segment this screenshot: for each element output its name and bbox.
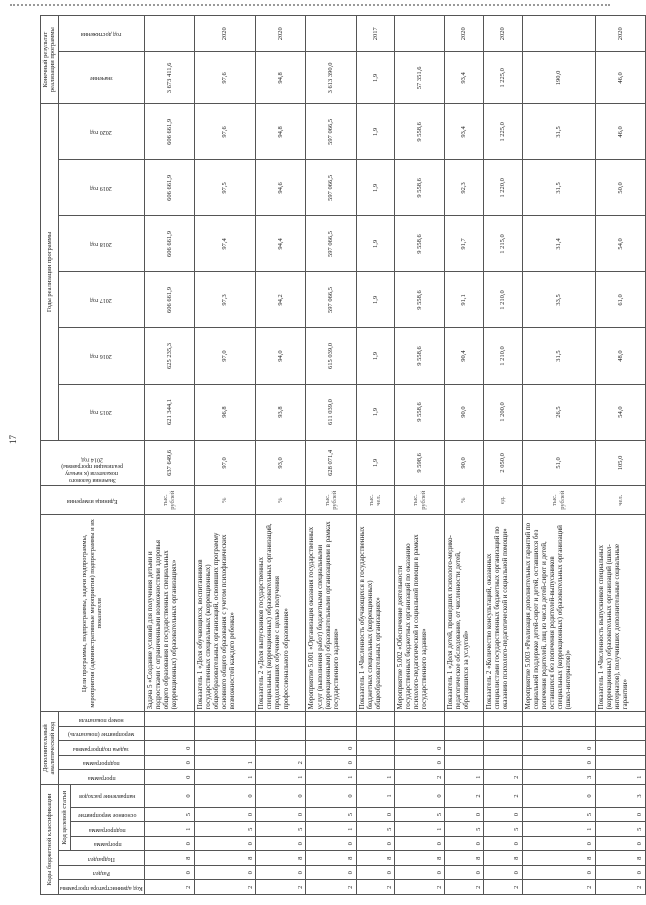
header-d5: номер показателя	[58, 712, 144, 727]
row-v2015: 621 344,1	[144, 384, 194, 440]
row-v2020: 9 558,6	[395, 104, 445, 160]
code-cell: 8	[256, 851, 306, 866]
code-cell: 1	[194, 755, 256, 770]
code-cell	[356, 712, 395, 727]
code-cell: 5	[483, 822, 522, 837]
row-unit: тыс. рублей	[306, 486, 356, 515]
code-cell: 5	[445, 822, 484, 837]
row-v2015: 96,8	[194, 384, 256, 440]
code-cell: 0	[194, 807, 256, 822]
row-v2017: 97,3	[194, 272, 256, 328]
row-v2016: 1 210,0	[483, 328, 522, 384]
table-row	[483, 16, 522, 895]
code-cell: 0	[144, 755, 194, 770]
row-v2018: 1,9	[356, 216, 395, 272]
header-main-event: основное мероприятие	[71, 807, 144, 822]
header-row-1	[41, 16, 59, 895]
code-cell: 0	[595, 836, 645, 851]
row-v2016: 31,5	[522, 328, 595, 384]
row-v2015: 54,0	[595, 384, 645, 440]
header-base: Значения базового показателя (к началу реализации программы) 2014 год	[41, 440, 145, 486]
row-v2016: 625 235,3	[144, 328, 194, 384]
row-v2016: 1,9	[356, 328, 395, 384]
code-cell: 2	[395, 770, 445, 785]
header-budget-code: Коды бюджетной классификации	[41, 785, 59, 895]
code-cell: 1	[256, 770, 306, 785]
code-cell: 0	[256, 865, 306, 880]
row-v2020: 606 661,9	[144, 104, 194, 160]
row-v2015: 9 558,6	[395, 384, 445, 440]
code-cell: 2	[483, 880, 522, 895]
row-unit: чел.	[595, 486, 645, 515]
code-cell	[595, 741, 645, 756]
row-v2016: 97,0	[194, 328, 256, 384]
code-cell: 1	[595, 770, 645, 785]
code-cell: 0	[306, 865, 356, 880]
code-cell	[483, 726, 522, 741]
code-cell	[256, 741, 306, 756]
row-base: 97,0	[194, 440, 256, 486]
code-cell: 8	[595, 851, 645, 866]
row-v2017: 33,5	[522, 272, 595, 328]
code-cell: 2	[595, 880, 645, 895]
code-cell: 2	[483, 770, 522, 785]
code-cell: 0	[306, 741, 356, 756]
row-name: Задача 5 «Создание условий для получения детьми и подростками с ограниченными возможностями здоровья общего образования в государственных специальных (коррекционных) образовательных организациях»	[144, 515, 194, 712]
header-section: Раздел	[58, 865, 144, 880]
row-base: 51,0	[522, 440, 595, 486]
code-cell: 0	[395, 836, 445, 851]
header-d1: программа	[58, 770, 144, 785]
code-cell: 0	[483, 807, 522, 822]
row-v2015: 1,9	[356, 384, 395, 440]
row-v2020: 93,4	[445, 104, 484, 160]
code-cell: 1	[356, 770, 395, 785]
code-cell: 0	[144, 865, 194, 880]
row-v2017: 597 066,5	[306, 272, 356, 328]
code-cell: 0	[522, 741, 595, 756]
row-final: 1,9	[356, 52, 395, 104]
header-d2: подпрограмма	[58, 755, 144, 770]
code-cell	[356, 755, 395, 770]
row-v2020: 94,8	[256, 104, 306, 160]
row-unit: тыс. рублей	[522, 486, 595, 515]
code-cell: 8	[356, 851, 395, 866]
top-dotted-line	[10, 4, 610, 8]
code-cell: 0	[306, 836, 356, 851]
code-cell: 2	[356, 880, 395, 895]
header-subprogram: подпрограмма	[71, 822, 144, 837]
code-cell: 8	[395, 851, 445, 866]
code-cell	[395, 712, 445, 727]
code-cell: 5	[194, 822, 256, 837]
row-name: Мероприятие 5.002 «Обеспечение деятельности государственных бюджетных организаций по оказанию психолого-педагогической и социальной помощи в рамках государственного задания»	[395, 515, 445, 712]
code-cell: 0	[395, 755, 445, 770]
row-v2018: 31,4	[522, 216, 595, 272]
row-name: Мероприятие 5.003 «Реализация дополнительных гарантий по социальной поддержке детей-сирот и детей, оставшихся без попечения родителей, лиц из числа детей-сирот и детей, оставшихся без попечения родителей-выпускников специальных (коррекционных) образовательных организаций (школ-интернатов)»	[522, 515, 595, 712]
code-cell: 0	[144, 770, 194, 785]
row-year: 2020	[194, 16, 256, 52]
row-v2015: 611 039,0	[306, 384, 356, 440]
code-cell: 1	[306, 822, 356, 837]
row-v2016: 94,0	[256, 328, 306, 384]
row-unit: тыс. рублей	[395, 486, 445, 515]
page-number: 17	[8, 435, 18, 444]
code-cell: 2	[483, 785, 522, 808]
table-row	[144, 16, 194, 895]
code-cell: 0	[144, 785, 194, 808]
code-cell: 5	[395, 807, 445, 822]
row-v2016: 9 558,6	[395, 328, 445, 384]
header-2018: 2018 год	[58, 216, 144, 272]
row-v2017: 91,1	[445, 272, 484, 328]
code-cell	[194, 712, 256, 727]
code-cell: 0	[522, 836, 595, 851]
row-base: 1,9	[356, 440, 395, 486]
row-v2018: 54,0	[595, 216, 645, 272]
code-cell	[356, 726, 395, 741]
code-cell: 0	[356, 836, 395, 851]
row-v2018: 1 215,0	[483, 216, 522, 272]
row-year	[306, 16, 356, 52]
code-cell: 0	[483, 836, 522, 851]
row-v2020: 31,5	[522, 104, 595, 160]
code-cell: 0	[595, 865, 645, 880]
code-cell: 2	[256, 880, 306, 895]
row-v2017: 606 661,9	[144, 272, 194, 328]
code-cell: 0	[194, 865, 256, 880]
row-final: 3 613 390,0	[306, 52, 356, 104]
table-row	[256, 16, 306, 895]
row-unit: тыс. рублей	[144, 486, 194, 515]
row-base: 9 598,6	[395, 440, 445, 486]
code-cell	[256, 712, 306, 727]
row-v2018: 9 558,6	[395, 216, 445, 272]
code-cell: 0	[595, 807, 645, 822]
code-cell: 0	[144, 836, 194, 851]
code-cell	[522, 726, 595, 741]
code-cell: 5	[356, 822, 395, 837]
row-final: 93,4	[445, 52, 484, 104]
code-cell: 0	[306, 755, 356, 770]
code-cell: 2	[256, 755, 306, 770]
code-cell: 0	[356, 807, 395, 822]
row-final: 97,6	[194, 52, 256, 104]
row-v2016: 48,0	[595, 328, 645, 384]
table-row	[445, 16, 484, 895]
code-cell: 2	[395, 880, 445, 895]
row-v2017: 61,0	[595, 272, 645, 328]
row-final: 1 225,0	[483, 52, 522, 104]
code-cell: 0	[194, 836, 256, 851]
row-v2019: 31,5	[522, 160, 595, 216]
code-cell	[306, 712, 356, 727]
code-cell: 8	[483, 851, 522, 866]
code-cell: 0	[256, 836, 306, 851]
row-year	[522, 16, 595, 52]
row-name: Показатель 1 «Доля детей, прошедших психолого-медико-педагогическое обследование, от численности детей, обратившихся за услугой»	[445, 515, 484, 712]
row-year: 2020	[483, 16, 522, 52]
code-cell: 8	[306, 851, 356, 866]
row-v2017: 94,2	[256, 272, 306, 328]
row-v2019: 92,3	[445, 160, 484, 216]
code-cell: 0	[144, 741, 194, 756]
row-base: 93,0	[256, 440, 306, 486]
row-v2018: 597 066,5	[306, 216, 356, 272]
table-row	[522, 16, 595, 895]
row-name: Показатель 2 «Доля выпускников государственных специальных (коррекционных) образовательных организаций, продолживших обучение с целью получения профессионального образования»	[256, 515, 306, 712]
code-cell	[595, 712, 645, 727]
row-v2015: 90,0	[445, 384, 484, 440]
code-cell: 0	[522, 755, 595, 770]
code-cell	[445, 755, 484, 770]
code-cell: 2	[194, 880, 256, 895]
row-v2015: 1 200,0	[483, 384, 522, 440]
row-unit: ед.	[483, 486, 522, 515]
header-d4: мероприятие (показатель)	[58, 726, 144, 741]
code-cell: 1	[356, 785, 395, 808]
row-year: 2017	[356, 16, 395, 52]
row-v2015: 93,8	[256, 384, 306, 440]
row-final: 46,0	[595, 52, 645, 104]
code-cell: 8	[144, 851, 194, 866]
code-cell	[445, 712, 484, 727]
code-cell: 1	[445, 770, 484, 785]
code-cell: 0	[256, 785, 306, 808]
code-cell	[445, 741, 484, 756]
header-years-group: Годы реализации программы	[41, 104, 59, 440]
code-cell: 0	[445, 865, 484, 880]
code-cell: 5	[306, 807, 356, 822]
row-final: 190,0	[522, 52, 595, 104]
row-year: 2020	[445, 16, 484, 52]
code-cell	[595, 755, 645, 770]
code-cell: 0	[445, 836, 484, 851]
table-row	[595, 16, 645, 895]
row-v2016: 90,4	[445, 328, 484, 384]
code-cell	[306, 726, 356, 741]
code-cell: 0	[395, 741, 445, 756]
code-cell: 5	[256, 822, 306, 837]
row-unit: %	[194, 486, 256, 515]
header-goal: Цели программы, подпрограммы, задачи подпрограммы, мероприятия (административные мероприятия) подпрограммы и их показатели	[41, 515, 145, 712]
header-2017: 2017 год	[58, 272, 144, 328]
code-cell: 0	[522, 785, 595, 808]
code-cell: 1	[522, 822, 595, 837]
row-base: 637 649,6	[144, 440, 194, 486]
code-cell	[483, 712, 522, 727]
header-direction: направление расходов	[71, 785, 144, 808]
code-cell	[483, 755, 522, 770]
header-subsection: Подраздел	[58, 851, 144, 866]
code-cell: 1	[144, 822, 194, 837]
code-cell: 0	[483, 865, 522, 880]
row-v2019: 97,5	[194, 160, 256, 216]
header-final-year: год достижения	[58, 16, 144, 52]
code-cell: 3	[522, 770, 595, 785]
code-cell	[483, 741, 522, 756]
code-cell: 2	[445, 785, 484, 808]
row-v2017: 1 210,0	[483, 272, 522, 328]
code-cell: 1	[395, 822, 445, 837]
code-cell	[395, 726, 445, 741]
header-program-code: Код администратора программы	[58, 880, 144, 895]
header-final-value: значение	[58, 52, 144, 104]
code-cell	[144, 726, 194, 741]
code-cell: 5	[522, 807, 595, 822]
row-v2016: 615 039,0	[306, 328, 356, 384]
row-v2020: 1 225,0	[483, 104, 522, 160]
row-base: 628 071,4	[306, 440, 356, 486]
header-program: программа	[71, 836, 144, 851]
code-cell: 0	[395, 785, 445, 808]
code-cell: 8	[445, 851, 484, 866]
header-doc-code: Дополнительный аналитический код	[41, 712, 59, 785]
row-name: Мероприятие 5.001 «Организация оказания государственных услуг (выполнения работ) бюджетными специальными (коррекционными) образовательными организациями в рамках государственного задания»	[306, 515, 356, 712]
code-cell	[194, 741, 256, 756]
row-year: 2020	[256, 16, 306, 52]
row-v2019: 1 220,0	[483, 160, 522, 216]
table-row	[395, 16, 445, 895]
code-cell	[522, 712, 595, 727]
row-base: 90,0	[445, 440, 484, 486]
row-v2018: 606 661,9	[144, 216, 194, 272]
code-cell: 0	[395, 865, 445, 880]
code-cell	[595, 726, 645, 741]
row-unit: тыс. чел.	[356, 486, 395, 515]
row-final: 94,8	[256, 52, 306, 104]
row-v2015: 26,5	[522, 384, 595, 440]
program-table	[40, 15, 646, 895]
header-unit: Единица измерения	[41, 486, 145, 515]
row-v2019: 597 066,5	[306, 160, 356, 216]
code-cell: 1	[306, 770, 356, 785]
row-v2019: 50,0	[595, 160, 645, 216]
rotated-table-container	[40, 15, 644, 895]
code-cell: 2	[445, 880, 484, 895]
table-body	[144, 16, 645, 895]
code-cell: 8	[522, 851, 595, 866]
code-cell: 5	[144, 807, 194, 822]
code-cell	[445, 726, 484, 741]
table-row	[356, 16, 395, 895]
code-cell: 0	[356, 865, 395, 880]
header-2019: 2019 год	[58, 160, 144, 216]
code-cell: 0	[522, 865, 595, 880]
code-cell: 5	[595, 822, 645, 837]
row-v2019: 94,6	[256, 160, 306, 216]
code-cell: 2	[144, 880, 194, 895]
row-v2020: 597 066,5	[306, 104, 356, 160]
code-cell	[256, 726, 306, 741]
row-v2019: 1,9	[356, 160, 395, 216]
row-v2020: 97,6	[194, 104, 256, 160]
row-v2019: 606 661,9	[144, 160, 194, 216]
code-cell	[144, 712, 194, 727]
header-d3: задача подпрограммы	[58, 741, 144, 756]
code-cell: 2	[306, 880, 356, 895]
code-cell: 0	[194, 785, 256, 808]
header-final-group: Конечный результат реализации программы	[41, 16, 59, 104]
row-v2020: 46,0	[595, 104, 645, 160]
code-cell: 8	[194, 851, 256, 866]
row-year	[144, 16, 194, 52]
row-name: Показатель 2 «Количество консультаций, оказанных специалистами государственных бюджетных организаций по оказанию психолого-педагогической и социальной помощи»	[483, 515, 522, 712]
header-2020: 2020 год	[58, 104, 144, 160]
code-cell	[194, 726, 256, 741]
code-cell: 0	[306, 785, 356, 808]
header-target-article: Код целевой статьи	[58, 785, 70, 851]
row-base: 2 050,0	[483, 440, 522, 486]
row-final: 57 351,6	[395, 52, 445, 104]
code-cell: 2	[522, 880, 595, 895]
code-cell: 3	[595, 785, 645, 808]
row-v2020: 1,9	[356, 104, 395, 160]
row-base: 105,0	[595, 440, 645, 486]
row-v2018: 91,7	[445, 216, 484, 272]
row-v2017: 9 558,6	[395, 272, 445, 328]
row-name: Показатель 1 «Численность обучающихся в государственных бюджетных специальных (коррекционных) общеобразовательных организациях»	[356, 515, 395, 712]
row-v2018: 97,4	[194, 216, 256, 272]
row-v2018: 94,4	[256, 216, 306, 272]
row-year: 2020	[595, 16, 645, 52]
code-cell	[356, 741, 395, 756]
header-2016: 2016 год	[58, 328, 144, 384]
row-unit: %	[445, 486, 484, 515]
code-cell: 0	[445, 807, 484, 822]
table-row	[194, 16, 256, 895]
row-v2019: 9 558,6	[395, 160, 445, 216]
row-year	[395, 16, 445, 52]
row-name: Показатель 1 «Численность выпускников специальных (коррекционных) образовательных организаций (школ-интернатов), получивших дополнительные социальные гарантии»	[595, 515, 645, 712]
row-final: 3 673 411,6	[144, 52, 194, 104]
row-unit: %	[256, 486, 306, 515]
row-v2017: 1,9	[356, 272, 395, 328]
header-2015: 2015 год	[58, 384, 144, 440]
code-cell: 1	[194, 770, 256, 785]
table-row	[306, 16, 356, 895]
row-name: Показатель 1 «Доля обучающихся, воспитанников государственных специальных (коррекционных) общеобразовательных организаций, освоивших программу основного общего образования с учетом психофизических возможностей каждого ребенка»	[194, 515, 256, 712]
code-cell: 0	[256, 807, 306, 822]
